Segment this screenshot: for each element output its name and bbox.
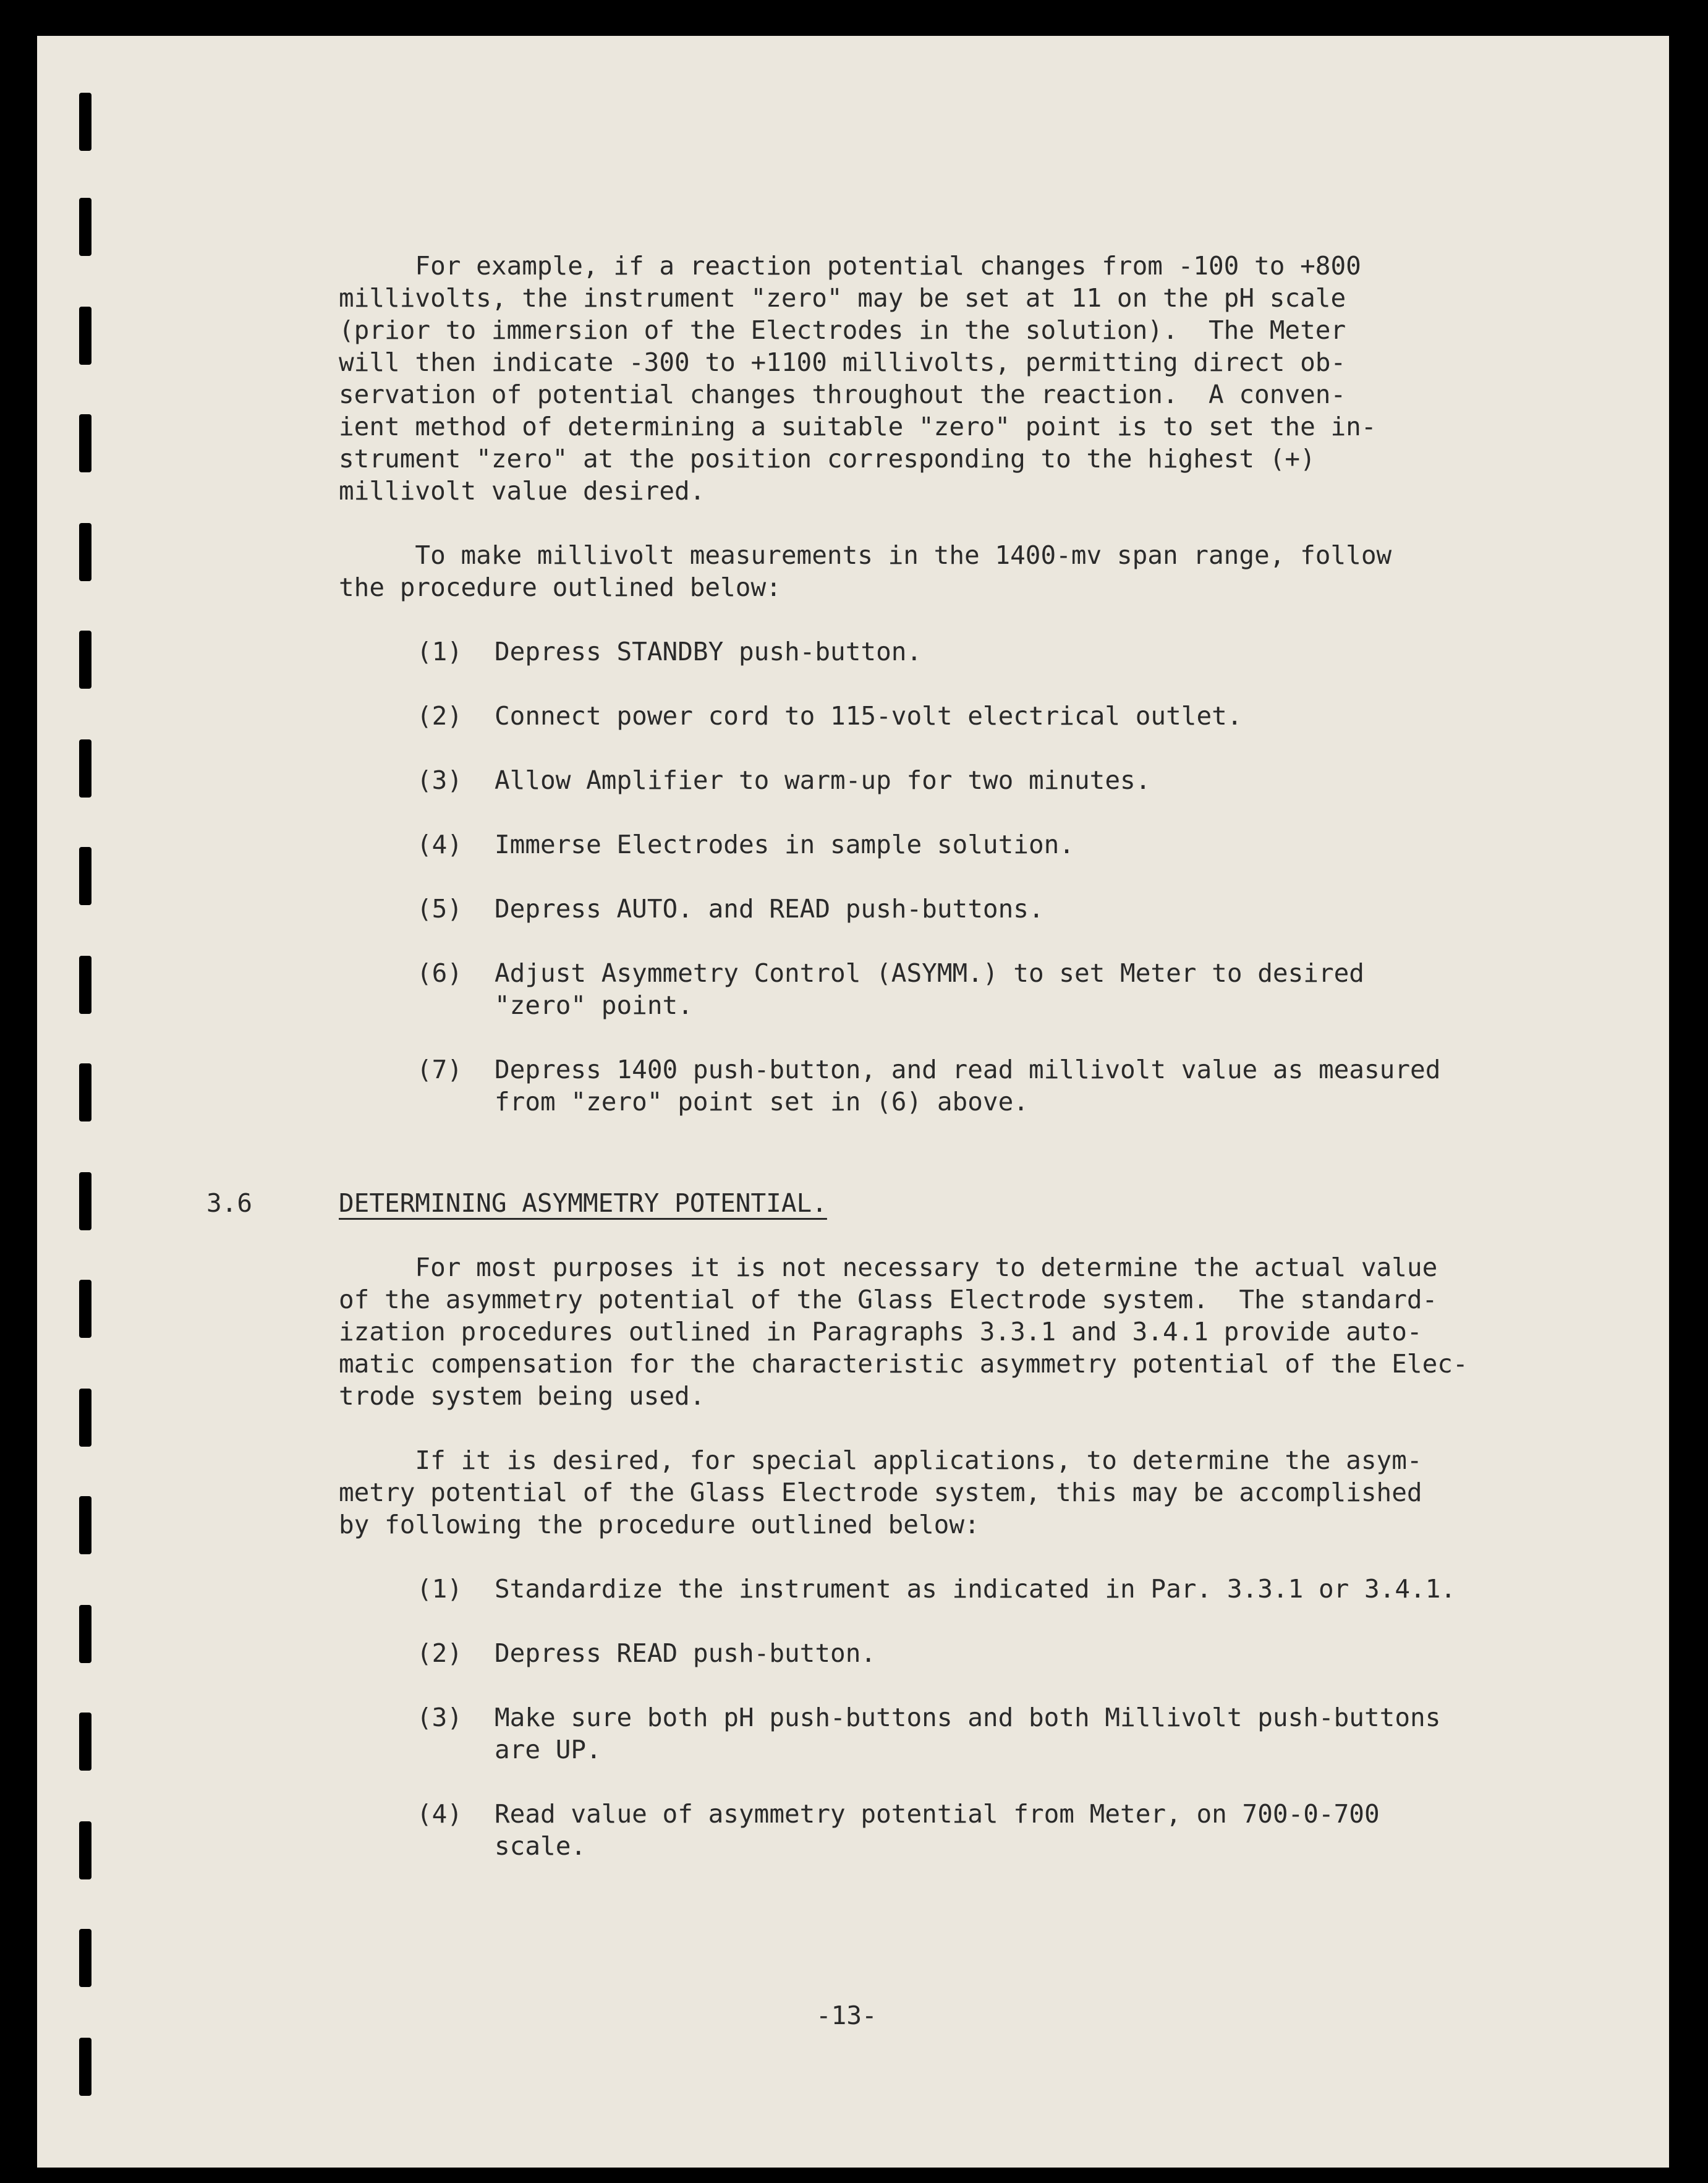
- binding-hole: [79, 1713, 91, 1771]
- list-item: [417, 1573, 1575, 1605]
- section-heading: [206, 1187, 1575, 1219]
- list-item: [417, 957, 1575, 1021]
- step-number: (2): [417, 701, 463, 731]
- millivolt-procedure-list: [417, 636, 1575, 1118]
- binding-hole: [79, 1280, 91, 1338]
- paragraph-asymmetry-intro: If it is desired, for special applications, to determine the asym- metry potential of the Glass Electrode system, this may be accomplished by following the procedure outlined below:: [339, 1445, 1422, 1539]
- binding-hole: [79, 1929, 91, 1987]
- step-text: Adjust Asymmetry Control (ASYMM.) to set Meter to desired "zero" point.: [495, 958, 1364, 1020]
- step-number: (1): [417, 637, 463, 666]
- page-body: [206, 250, 1575, 1862]
- binding-hole: [79, 1389, 91, 1447]
- step-number: (1): [417, 1574, 463, 1604]
- binding-hole: [79, 1172, 91, 1230]
- binding-hole: [79, 956, 91, 1014]
- list-item: [417, 1798, 1575, 1862]
- binding-hole: [79, 198, 91, 256]
- step-number: (2): [417, 1638, 463, 1668]
- list-item: [417, 1701, 1575, 1766]
- binding-hole: [79, 1605, 91, 1663]
- binding-hole: [79, 847, 91, 905]
- step-text: Connect power cord to 115-volt electrical outlet.: [495, 701, 1243, 731]
- step-text: Immerse Electrodes in sample solution.: [495, 830, 1074, 859]
- paragraph-zero-setting: For example, if a reaction potential changes from -100 to +800 millivolts, the instrument "zero" may be set at 11 on the pH scale (prior to immersion of the Electrodes in the solution). The Meter will then indicate -300 to +1100 millivolts, permitting direct ob- servation of potential changes throughout the reaction. A conven- ient method of determining a suitable "zero" point is to set the in- strument "zero" at the position corresponding to the highest (+) millivolt value desired.: [339, 251, 1377, 506]
- step-number: (6): [417, 958, 463, 988]
- binding-hole: [79, 1063, 91, 1121]
- step-number: (4): [417, 1799, 463, 1829]
- binding-hole: [79, 1821, 91, 1879]
- list-item: [417, 700, 1575, 732]
- binding-hole: [79, 1496, 91, 1554]
- section-number: 3.6: [206, 1188, 253, 1218]
- step-text: Depress AUTO. and READ push-buttons.: [495, 894, 1044, 924]
- binding-hole: [79, 2038, 91, 2096]
- paragraph-millivolt-intro: To make millivolt measurements in the 1400-mv span range, follow the procedure outlined below:: [339, 540, 1392, 602]
- step-number: (3): [417, 765, 463, 795]
- step-text: Depress STANDBY push-button.: [495, 637, 922, 666]
- step-text: Make sure both pH push-buttons and both Millivolt push-buttons are UP.: [495, 1703, 1441, 1764]
- list-item: [417, 828, 1575, 861]
- step-number: (7): [417, 1055, 463, 1084]
- step-text: Standardize the instrument as indicated in Par. 3.3.1 or 3.4.1.: [495, 1574, 1456, 1604]
- binding-hole: [79, 631, 91, 689]
- step-text: Depress READ push-button.: [495, 1638, 877, 1668]
- list-item: [417, 1053, 1575, 1118]
- page-number: -13-: [816, 2001, 877, 2030]
- step-number: (5): [417, 894, 463, 924]
- binding-hole: [79, 523, 91, 581]
- binding-hole: [79, 739, 91, 798]
- binding-hole: [79, 93, 91, 151]
- step-text: Allow Amplifier to warm-up for two minutes.: [495, 765, 1151, 795]
- list-item: [417, 1637, 1575, 1669]
- asymmetry-procedure-list: [417, 1573, 1575, 1862]
- paragraph-asymmetry-overview: For most purposes it is not necessary to determine the actual value of the asymmetry potential of the Glass Electrode system. The standard- ization procedures outlined in Paragraphs 3.3.1 and 3.4.1 provide auto- matic compensation for the characteristic asymmetry potential of the Elec- trode system being used.: [339, 1253, 1468, 1411]
- step-text: Read value of asymmetry potential from Meter, on 700-0-700 scale.: [495, 1799, 1380, 1861]
- binding-hole: [79, 307, 91, 365]
- step-number: (3): [417, 1703, 463, 1732]
- step-text: Depress 1400 push-button, and read millivolt value as measured from "zero" point set in (6) above.: [495, 1055, 1441, 1117]
- section-title: DETERMINING ASYMMETRY POTENTIAL.: [339, 1188, 827, 1218]
- list-item: [417, 893, 1575, 925]
- list-item: [417, 764, 1575, 796]
- step-number: (4): [417, 830, 463, 859]
- list-item: [417, 636, 1575, 668]
- binding-hole: [79, 414, 91, 472]
